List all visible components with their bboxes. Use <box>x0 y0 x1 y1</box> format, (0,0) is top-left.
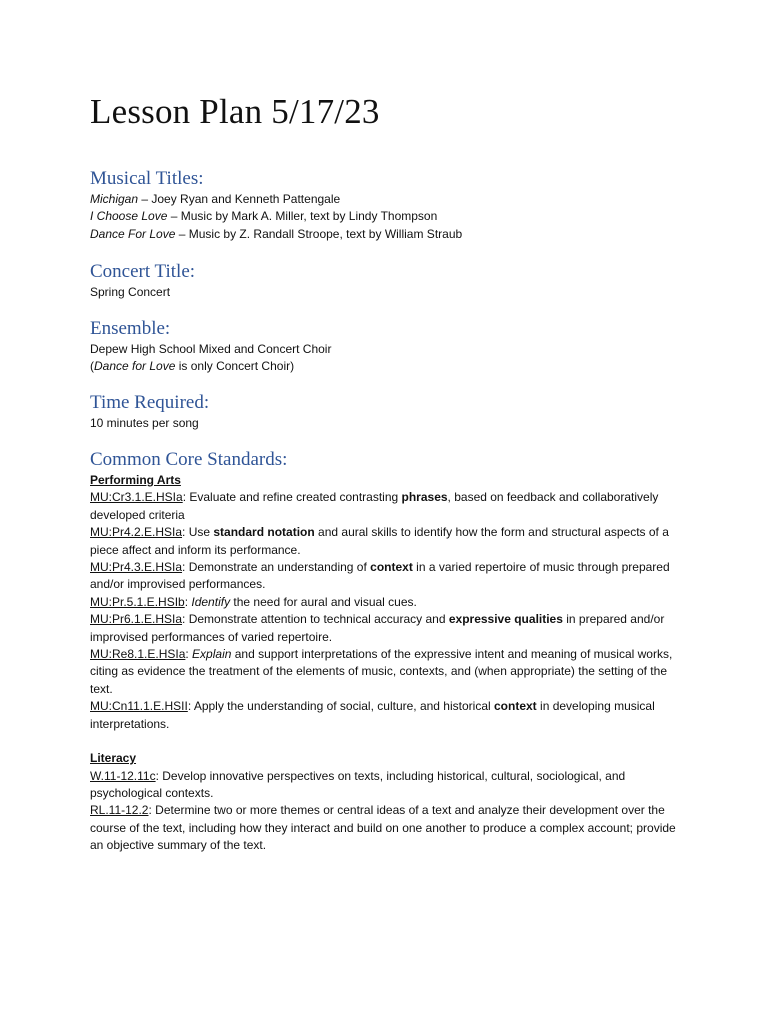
standard-text: : <box>184 594 192 609</box>
standard-text: : Determine two or more themes or central ideas of a text and analyze their development over the course of the text, including how they interact and build on one another to produce a complex account; provide an objective summary of the text. <box>90 803 676 853</box>
standard-text: the need for aural and visual cues. <box>230 594 417 609</box>
standards-heading: Common Core Standards: <box>90 449 288 470</box>
standard-emphasis: Identify <box>191 594 231 609</box>
musical-title-item <box>90 208 680 225</box>
standard-text: in a varied repertoire of music through prepared and/or improvised performances. <box>90 560 670 592</box>
performing-arts-label: Performing Arts <box>90 473 181 487</box>
standards-section <box>90 449 680 855</box>
ensemble-note-text: is only Concert Choir) <box>175 359 295 374</box>
standard-code: MU:Cr3.1.E.HSIa <box>90 490 183 505</box>
spacer <box>90 733 680 750</box>
standard-emphasis: standard notation <box>213 525 315 540</box>
literacy-label: Literacy <box>90 751 137 766</box>
standard-text: and aural skills to identify how the form and structural aspects of a piece affect and inform its performance. <box>90 525 669 557</box>
standard-text: and support interpretations of the expressive intent and meaning of musical works, citing as evidence the treatment of the elements of music, contexts, and (when appropriate) the setting of the text. <box>90 647 673 696</box>
standard-code: MU:Pr.5.1.E.HSIb <box>90 594 185 609</box>
standard-text: : Demonstrate an understanding of <box>182 560 371 575</box>
concert-title-section <box>90 261 680 301</box>
paren-open: ( <box>90 359 94 374</box>
song-credits: – Music by Z. Randall Stroope, text by William Straub <box>175 226 463 241</box>
musical-titles-section <box>90 168 680 243</box>
standard-emphasis: context <box>370 560 413 575</box>
standard-item <box>90 489 680 524</box>
standard-item <box>90 594 680 611</box>
standard-text: : Use <box>182 525 214 540</box>
standard-text: : Demonstrate attention to technical accuracy and <box>182 612 449 627</box>
song-title: Dance For Love <box>90 226 176 241</box>
song-title: Dance for Love <box>94 359 176 374</box>
standard-text: in developing musical interpretations. <box>90 699 655 731</box>
concert-title-value: Spring Concert <box>90 285 171 299</box>
time-required-value: 10 minutes per song <box>90 416 199 430</box>
time-required-heading: Time Required: <box>90 392 210 413</box>
standard-item <box>90 768 680 803</box>
standard-code: MU:Pr4.3.E.HSIa <box>90 560 183 575</box>
standard-emphasis: context <box>494 699 537 714</box>
standard-code: RL.11-12.2 <box>90 803 149 818</box>
standard-text: : Develop innovative perspectives on texts, including historical, cultural, sociological, and psychological contexts. <box>90 768 626 800</box>
standard-item <box>90 524 680 559</box>
song-credits: – Music by Mark A. Miller, text by Lindy Thompson <box>167 209 438 224</box>
standard-code: MU:Cn11.1.E.HSII <box>90 699 188 714</box>
concert-title-heading: Concert Title: <box>90 261 196 282</box>
standard-item <box>90 802 680 854</box>
standard-code: MU:Pr4.2.E.HSIa <box>90 525 183 540</box>
musical-titles-heading: Musical Titles: <box>90 168 204 189</box>
song-title: Michigan <box>90 192 139 206</box>
standard-code: MU:Pr6.1.E.HSIa <box>90 612 183 627</box>
standard-code: MU:Re8.1.E.HSIa <box>90 647 186 662</box>
musical-title-item <box>90 191 680 208</box>
standard-item <box>90 646 680 698</box>
song-title: I Choose Love <box>90 209 168 224</box>
ensemble-note <box>90 358 680 375</box>
ensemble-heading: Ensemble: <box>90 318 171 339</box>
standard-code: W.11-12.11c <box>90 768 156 783</box>
standard-item <box>90 559 680 594</box>
standard-text: : Evaluate and refine created contrasting <box>182 490 402 505</box>
standard-text: , based on feedback and collaboratively developed criteria <box>90 490 659 522</box>
standard-text: in prepared and/or improvised performances of varied repertoire. <box>90 612 665 644</box>
standard-item <box>90 611 680 646</box>
standard-emphasis: expressive qualities <box>448 612 563 627</box>
ensemble-line: Depew High School Mixed and Concert Choir <box>90 342 332 356</box>
standard-text: : Apply the understanding of social, culture, and historical <box>187 699 494 714</box>
standard-item <box>90 698 680 733</box>
standard-text: : <box>185 647 193 662</box>
time-required-section <box>90 392 680 432</box>
page-title: Lesson Plan 5/17/23 <box>90 92 380 131</box>
ensemble-section <box>90 318 680 376</box>
musical-title-item <box>90 226 680 243</box>
song-credits: – Joey Ryan and Kenneth Pattengale <box>138 192 341 206</box>
standard-emphasis: Explain <box>192 647 232 662</box>
standard-emphasis: phrases <box>401 490 448 505</box>
